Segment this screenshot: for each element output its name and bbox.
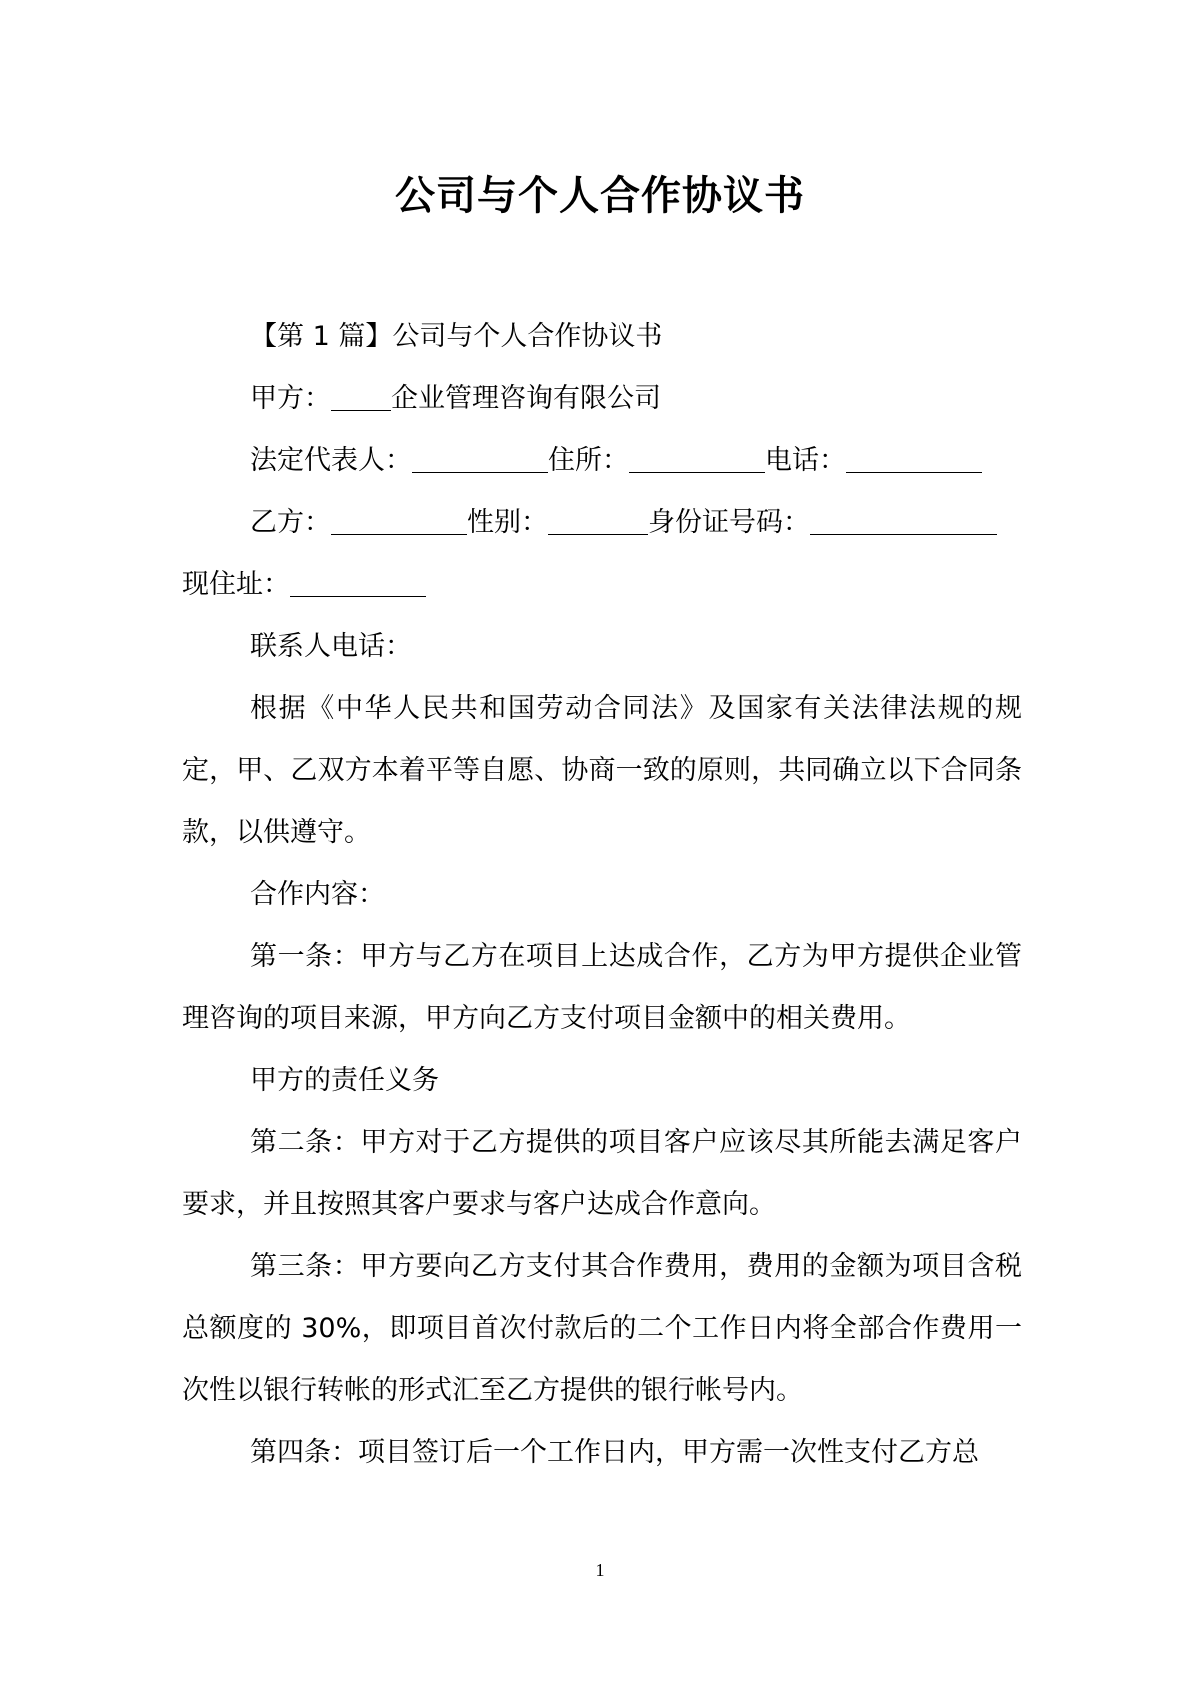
party-a-details-line: [182, 430, 1022, 492]
cooperation-content-heading: 合作内容：: [250, 879, 385, 910]
blank-field: [331, 504, 467, 535]
article-3: 第三条：甲方要向乙方支付其合作费用，费用的金额为项目含税总额度的 30%，即项目首次付款后的二个工作日内将全部合作费用一次性以银行转帐的形式汇至乙方提供的银行帐号内。: [182, 1251, 1022, 1406]
blank-field: [548, 504, 648, 535]
document-title: 公司与个人合作协议书: [395, 173, 805, 219]
party-b-label: 乙方：: [250, 507, 331, 538]
current-address-label: 现住址：: [182, 569, 290, 600]
article-1: 第一条：甲方与乙方在项目上达成合作，乙方为甲方提供企业管理咨询的项目来源，甲方向乙方支付项目金额中的相关费用。: [182, 941, 1022, 1034]
blank-field: [290, 566, 426, 597]
blank-field: [412, 442, 548, 473]
blank-field: [629, 442, 765, 473]
party-a-duties-heading: 甲方的责任义务: [250, 1065, 439, 1096]
address-label: 住所：: [548, 445, 629, 476]
party-b-line: [182, 492, 1022, 554]
party-a-line: [182, 368, 1022, 430]
article-4: 第四条：项目签订后一个工作日内，甲方需一次性支付乙方总: [250, 1437, 979, 1468]
article-2: 第二条：甲方对于乙方提供的项目客户应该尽其所能去满足客户要求，并且按照其客户要求与客户达成合作意向。: [182, 1127, 1022, 1220]
blank-field: [846, 442, 982, 473]
legal-representative-label: 法定代表人：: [250, 445, 412, 476]
document-body: [182, 306, 1022, 1484]
contact-phone-line: 联系人电话：: [250, 631, 412, 662]
phone-label: 电话：: [765, 445, 846, 476]
blank-field: [810, 504, 997, 535]
page-number: 1: [595, 1560, 605, 1580]
blank-field: [331, 380, 391, 411]
party-a-company: 企业管理咨询有限公司: [391, 383, 661, 414]
current-address-line: [182, 554, 1022, 616]
preamble-paragraph: 根据《中华人民共和国劳动合同法》及国家有关法律法规的规定，甲、乙双方本着平等自愿、协商一致的原则，共同确立以下合同条款，以供遵守。: [182, 693, 1022, 848]
id-number-label: 身份证号码：: [648, 507, 810, 538]
gender-label: 性别：: [467, 507, 548, 538]
section-heading: 【第 1 篇】公司与个人合作协议书: [250, 321, 663, 352]
party-a-label: 甲方：: [250, 383, 331, 414]
